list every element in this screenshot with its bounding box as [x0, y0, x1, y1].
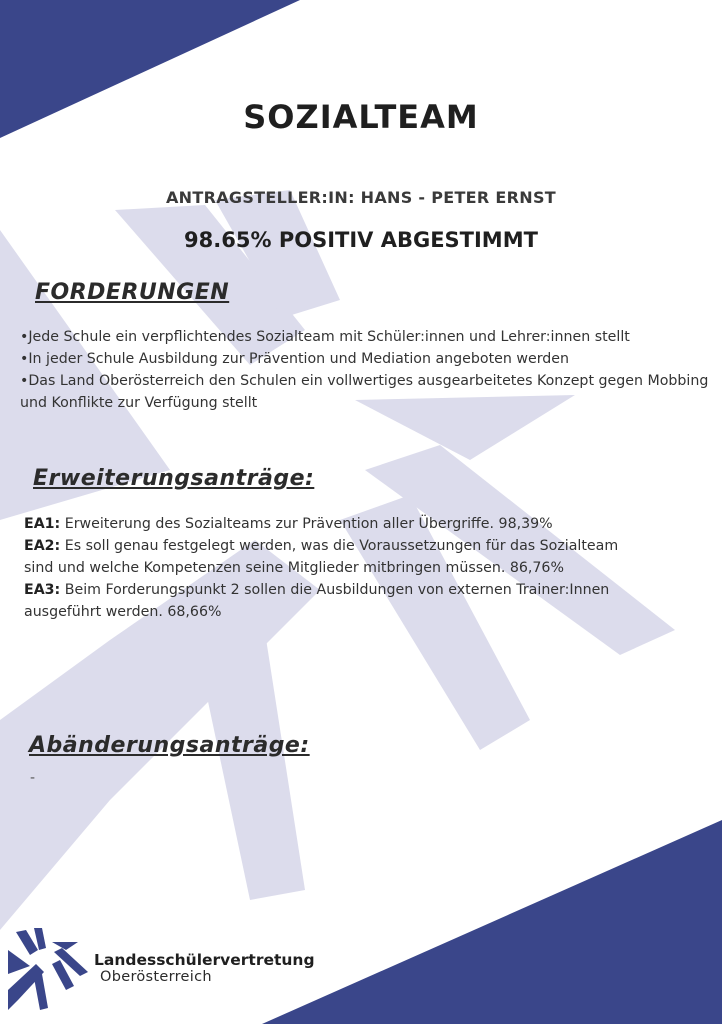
forderung-item: •Jede Schule ein verpflichtendes Sozialteam mit Schüler:innen und Lehrer:innen stellt: [20, 329, 630, 345]
erweiterungsantrag-label: EA1:: [24, 516, 61, 532]
erweiterungsantrag-text: Beim Forderungspunkt 2 sollen die Ausbildungen von externen Trainer:Innen ausgeführt werden. 68,66%: [24, 582, 610, 620]
erweiterungsantrag-item: [24, 513, 644, 535]
forderung-item: •In jeder Schule Ausbildung zur Prävention und Mediation angeboten werden: [20, 351, 570, 367]
applicant-line: ANTRAGSTELLER:IN: HANS - PETER ERNST: [166, 188, 556, 207]
forderungen-list: [20, 326, 710, 414]
erweiterungsantrag-item: [24, 579, 644, 623]
erweiterungsantraege-heading: Erweiterungsanträge:: [33, 466, 315, 491]
erweiterungsantrag-item: [24, 535, 644, 579]
abaenderungsantraege-content: -: [30, 770, 36, 786]
erweiterungsantrag-text: Erweiterung des Sozialteams zur Prävention aller Übergriffe. 98,39%: [60, 516, 553, 532]
logo-organization-name: Landesschülervertretung: [94, 951, 315, 969]
erweiterungsantrag-label: EA3:: [24, 582, 61, 598]
page-title: SOZIALTEAM: [243, 98, 479, 136]
abaenderungsantraege-heading: Abänderungsanträge:: [29, 733, 310, 758]
vote-result: 98.65% POSITIV ABGESTIMMT: [184, 228, 538, 252]
logo-region: Oberösterreich: [100, 969, 212, 985]
forderung-item: •Das Land Oberösterreich den Schulen ein vollwertiges ausgearbeitetes Konzept gegen Mobbing und Konflikte zur Verfügung stellt: [20, 373, 709, 411]
erweiterungsantrag-label: EA2:: [24, 538, 61, 554]
erweiterungsantrag-text: Es soll genau festgelegt werden, was die Voraussetzungen für das Sozialteam sind und welche Kompetenzen seine Mitglieder mitbringen müssen. 86,76%: [24, 538, 619, 576]
forderungen-heading: FORDERUNGEN: [35, 280, 230, 305]
erweiterungsantraege-list: [24, 513, 644, 623]
lsv-arrows-logo-icon: [8, 928, 94, 1014]
